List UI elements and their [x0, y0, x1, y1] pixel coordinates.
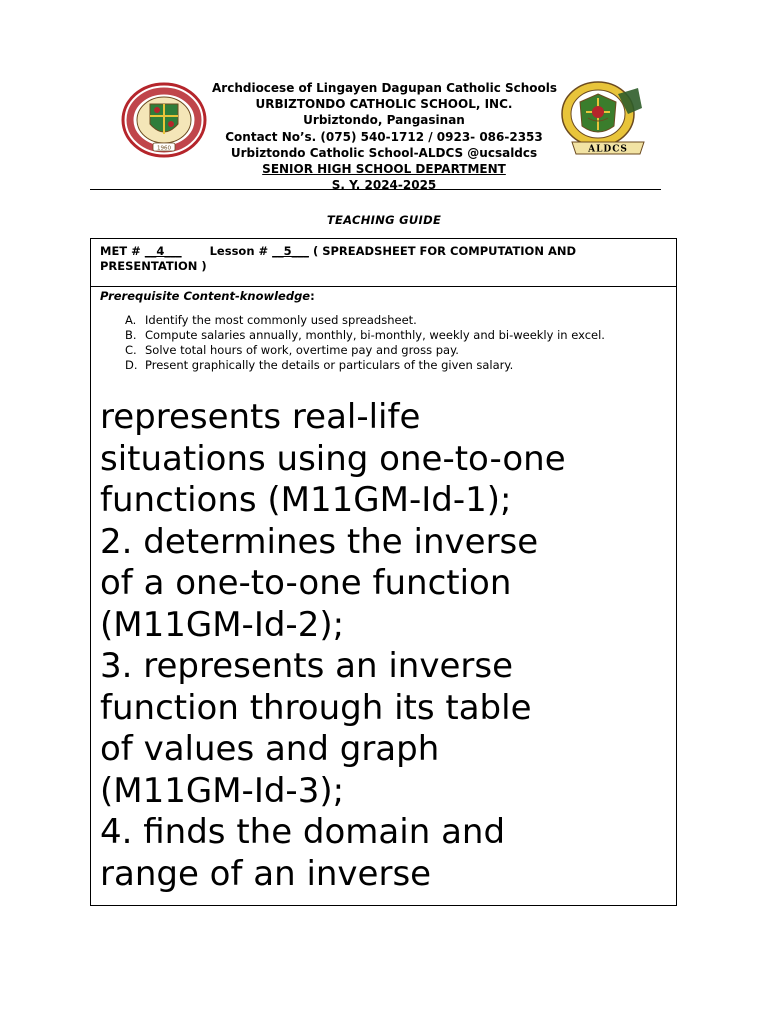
- list-item: [125, 343, 665, 358]
- competency-line: represents real-life: [100, 397, 421, 437]
- prerequisite-list: [125, 313, 665, 373]
- competency-line: 2. determines the inverse: [100, 521, 539, 562]
- list-item-letter: A.: [125, 313, 137, 327]
- list-item-text: Identify the most commonly used spreadsheet.: [145, 313, 417, 327]
- competency-line: (M11GM-Id-2);: [100, 604, 345, 645]
- list-item-text: Solve total hours of work, overtime pay and gross pay.: [145, 343, 459, 357]
- list-item: [125, 358, 665, 373]
- header-contact: Contact No’s. (075) 540-1712 / 0923- 086-2353: [225, 129, 543, 144]
- lesson-header-row: [91, 239, 676, 287]
- lesson-label: Lesson #: [209, 244, 269, 258]
- competency-line: functions (M11GM-Id-1);: [100, 480, 512, 520]
- aldcs-label: ALDCS: [588, 144, 628, 155]
- list-item: [125, 328, 665, 343]
- competency-line: (M11GM-Id-3);: [100, 770, 345, 811]
- header-department: SENIOR HIGH SCHOOL DEPARTMENT: [262, 162, 506, 177]
- met-number: __4___: [144, 244, 182, 258]
- list-item-text: Present graphically the details or particulars of the given salary.: [145, 358, 514, 372]
- list-item-letter: C.: [125, 343, 137, 357]
- header-archdiocese: Archdiocese of Lingayen Dagupan Catholic Schools: [212, 81, 558, 95]
- list-item-letter: D.: [125, 358, 138, 372]
- competency-line: of a one-to-one function: [100, 563, 512, 603]
- list-item: [125, 313, 665, 328]
- competency-line: 4. finds the domain and: [100, 812, 506, 852]
- header-address: Urbiztondo, Pangasinan: [303, 113, 465, 128]
- list-item-text: Compute salaries annually, monthly, bi-monthly, weekly and bi-weekly in excel.: [145, 328, 605, 342]
- school-seal-icon: [120, 82, 208, 158]
- header-social: Urbiztondo Catholic School-ALDCS @ucsaldcs: [230, 145, 538, 160]
- lesson-title-line2: PRESENTATION ): [100, 259, 207, 273]
- prerequisite-heading: [100, 289, 315, 303]
- competency-line: of values and graph: [100, 729, 440, 769]
- prerequisite-colon: :: [310, 289, 315, 303]
- competency-line: function through its table: [100, 687, 532, 728]
- header-divider: [90, 189, 661, 190]
- learning-competencies-text: [100, 397, 675, 895]
- competency-line: range of an inverse: [100, 853, 432, 894]
- lesson-title-line1: ( SPREADSHEET FOR COMPUTATION AND: [312, 244, 577, 258]
- competency-line: 3. represents an inverse: [100, 646, 513, 686]
- school-header: [212, 80, 556, 193]
- competency-line: situations using one-to-one: [100, 438, 566, 479]
- header-school-year: S. Y. 2024-2025: [331, 178, 437, 193]
- header-school-name: URBIZTONDO CATHOLIC SCHOOL, INC.: [255, 97, 513, 112]
- prerequisite-label: Prerequisite Content-knowledge: [100, 289, 311, 303]
- lesson-heading: [100, 244, 670, 274]
- list-item-letter: B.: [125, 328, 137, 342]
- document-title: TEACHING GUIDE: [326, 213, 442, 227]
- aldcs-seal-icon: [558, 80, 652, 158]
- seal-year: 1960: [157, 145, 171, 152]
- lesson-number: __5___: [272, 244, 309, 258]
- teaching-guide-box: [90, 238, 677, 906]
- met-label: MET #: [100, 244, 141, 258]
